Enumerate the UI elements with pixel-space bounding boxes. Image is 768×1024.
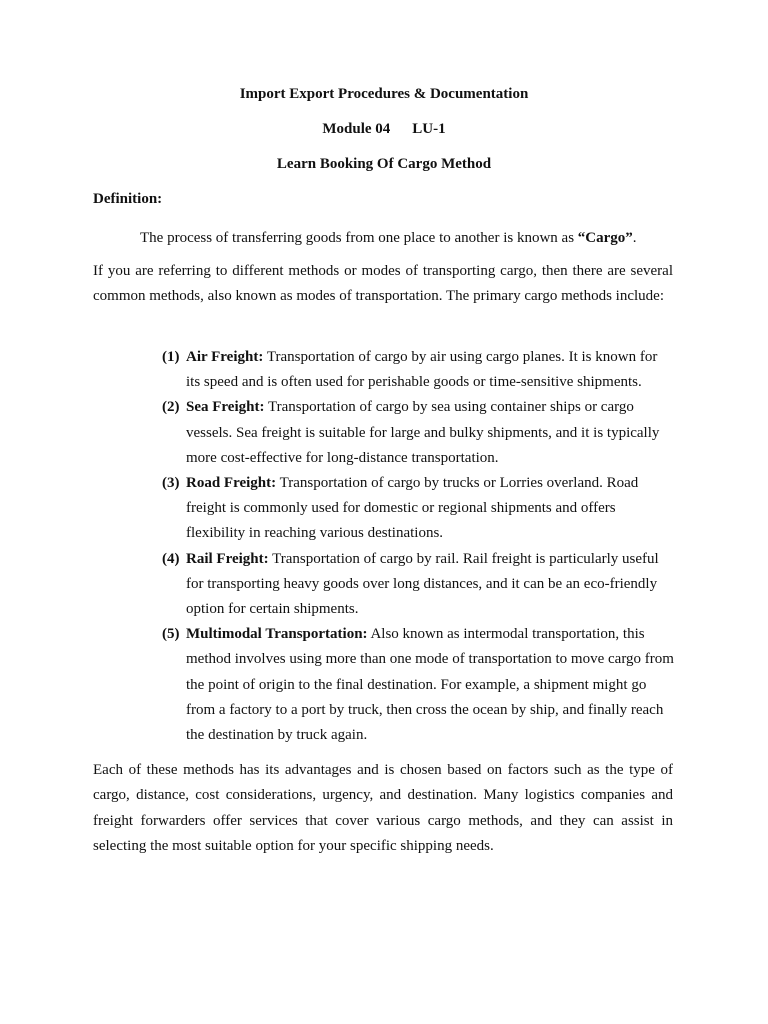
- cargo-methods-list: [162, 345, 674, 748]
- modes-paragraph: If you are referring to different methods or modes of transporting cargo, then there are several common methods, also known as modes of transportation. The primary cargo methods include:: [93, 263, 673, 305]
- list-item-term: Sea Freight:: [186, 399, 265, 416]
- list-item-term: Road Freight:: [186, 475, 277, 492]
- list-item-text: Also known as intermodal transportation, this method involves using more than one mode of transportation to move cargo from the point of origin to the final destination. For example, a shipment might go from a factory to a port by truck, then cross the ocean by ship, and finally reach the destination by truck again.: [186, 626, 674, 744]
- module-number: Module 04: [322, 121, 391, 137]
- list-item: [162, 547, 674, 623]
- closing-paragraph: Each of these methods has its advantages and is chosen based on factors such as the type of cargo, distance, cost considerations, urgency, and destination. Many logistics companies and freight forwarders offer services that cover various cargo methods, and they can assist in selecting the most suitable option for your specific shipping needs.: [93, 762, 673, 855]
- list-item-text: Transportation of cargo by air using cargo planes. It is known for its speed and is often used for perishable goods or time-sensitive shipments.: [186, 349, 658, 391]
- learning-unit: LU-1: [412, 121, 446, 137]
- list-item-number: (5): [162, 626, 180, 643]
- list-item-text: Transportation of cargo by trucks or Lorries overland. Road freight is commonly used for domestic or regional shipments and offers flexibility in reaching various destinations.: [186, 475, 639, 542]
- list-item: [162, 395, 674, 471]
- list-item-term: Multimodal Transportation:: [186, 626, 368, 643]
- cargo-term: “Cargo”: [577, 230, 633, 246]
- list-item-term: Air Freight:: [186, 349, 264, 365]
- list-item-number: (3): [162, 475, 180, 492]
- list-item: [162, 622, 674, 748]
- list-item-term: Rail Freight:: [186, 550, 269, 567]
- list-item: [162, 345, 674, 395]
- list-item-number: (4): [162, 550, 180, 567]
- definition-text: The process of transferring goods from one place to another is known as: [140, 230, 578, 246]
- document-subtitle: Learn Booking Of Cargo Method: [276, 156, 492, 172]
- definition-period: .: [632, 230, 637, 246]
- list-item: [162, 471, 674, 547]
- list-item-number: (1): [162, 349, 180, 365]
- list-item-text: Transportation of cargo by sea using container ships or cargo vessels. Sea freight is suitable for large and bulky shipments, and it is typically more cost-effective for long-distance transportation.: [186, 399, 660, 466]
- document-title: Import Export Procedures & Documentation: [239, 86, 529, 102]
- definition-paragraph: [93, 226, 673, 251]
- module-line: [0, 121, 768, 138]
- list-item-number: (2): [162, 399, 180, 416]
- list-item-text: Transportation of cargo by rail. Rail freight is particularly useful for transporting heavy goods over long distances, and it can be an eco-friendly option for certain shipments.: [186, 550, 659, 618]
- definition-heading: Definition:: [93, 191, 163, 207]
